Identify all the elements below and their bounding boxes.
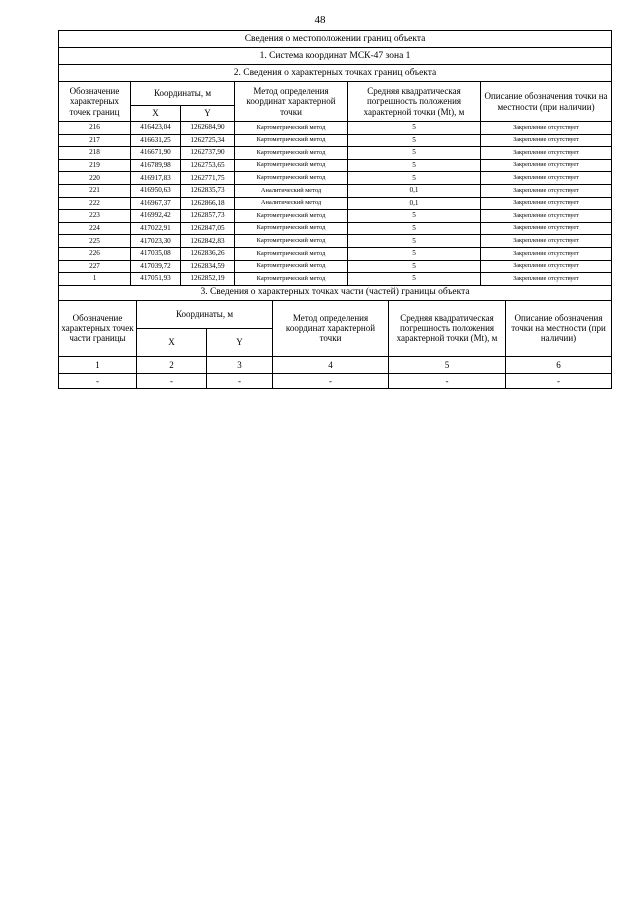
table-row bbox=[59, 273, 612, 286]
header3-coordinates: Координаты, м bbox=[137, 300, 273, 328]
description-cell: Закрепление отсутствует bbox=[481, 222, 612, 235]
description-cell: Закрепление отсутствует bbox=[481, 235, 612, 248]
y-coordinate: 1262857,73 bbox=[181, 210, 235, 223]
accuracy-cell: 5 bbox=[348, 260, 481, 273]
empty-cell: - bbox=[137, 373, 207, 388]
empty-cell: - bbox=[59, 373, 137, 388]
point-id: 221 bbox=[59, 184, 131, 197]
point-id: 225 bbox=[59, 235, 131, 248]
y-coordinate: 1262835,73 bbox=[181, 184, 235, 197]
column-number: 4 bbox=[273, 356, 389, 373]
accuracy-cell: 0,1 bbox=[348, 197, 481, 210]
accuracy-cell: 5 bbox=[348, 147, 481, 160]
accuracy-cell: 5 bbox=[348, 210, 481, 223]
method-cell: Картометрический метод bbox=[235, 122, 348, 135]
column-number: 6 bbox=[506, 356, 612, 373]
boundary-document bbox=[58, 30, 611, 389]
accuracy-cell: 5 bbox=[348, 172, 481, 185]
point-id: 217 bbox=[59, 134, 131, 147]
point-id: 223 bbox=[59, 210, 131, 223]
description-cell: Закрепление отсутствует bbox=[481, 134, 612, 147]
table-row bbox=[59, 122, 612, 135]
description-cell: Закрепление отсутствует bbox=[481, 247, 612, 260]
y-coordinate: 1262847,05 bbox=[181, 222, 235, 235]
accuracy-cell: 5 bbox=[348, 159, 481, 172]
x-coordinate: 416423,04 bbox=[131, 122, 181, 135]
accuracy-cell: 5 bbox=[348, 247, 481, 260]
column-number: 1 bbox=[59, 356, 137, 373]
y-coordinate: 1262852,19 bbox=[181, 273, 235, 286]
method-cell: Аналитический метод bbox=[235, 184, 348, 197]
table-row bbox=[59, 184, 612, 197]
table-row bbox=[59, 147, 612, 160]
point-id: 216 bbox=[59, 122, 131, 135]
table-row bbox=[59, 159, 612, 172]
x-coordinate: 416631,25 bbox=[131, 134, 181, 147]
description-cell: Закрепление отсутствует bbox=[481, 273, 612, 286]
document-title: Сведения о местоположении границ объекта bbox=[59, 31, 612, 48]
method-cell: Картометрический метод bbox=[235, 273, 348, 286]
table-row bbox=[59, 247, 612, 260]
x-coordinate: 417023,30 bbox=[131, 235, 181, 248]
accuracy-cell: 5 bbox=[348, 134, 481, 147]
header-accuracy: Средняя квадратическая погрешность положения характерной точки (Mt), м bbox=[348, 82, 481, 122]
y-coordinate: 1262836,26 bbox=[181, 247, 235, 260]
y-coordinate: 1262771,75 bbox=[181, 172, 235, 185]
header3-accuracy: Средняя квадратическая погрешность положения характерной точки (Mt), м bbox=[389, 300, 506, 356]
point-id: 226 bbox=[59, 247, 131, 260]
table-row bbox=[59, 210, 612, 223]
point-id: 222 bbox=[59, 197, 131, 210]
header-method: Метод определения координат характерной точки bbox=[235, 82, 348, 122]
x-coordinate: 417039,72 bbox=[131, 260, 181, 273]
empty-cell: - bbox=[389, 373, 506, 388]
column-number: 5 bbox=[389, 356, 506, 373]
header3-x: X bbox=[137, 328, 207, 356]
point-id: 224 bbox=[59, 222, 131, 235]
x-coordinate: 417035,08 bbox=[131, 247, 181, 260]
header3-method: Метод определения координат характерной точки bbox=[273, 300, 389, 356]
point-id: 1 bbox=[59, 273, 131, 286]
boundary-points-table bbox=[58, 30, 612, 286]
x-coordinate: 416967,37 bbox=[131, 197, 181, 210]
x-coordinate: 416789,98 bbox=[131, 159, 181, 172]
y-coordinate: 1262834,59 bbox=[181, 260, 235, 273]
description-cell: Закрепление отсутствует bbox=[481, 260, 612, 273]
empty-cell: - bbox=[207, 373, 273, 388]
description-cell: Закрепление отсутствует bbox=[481, 122, 612, 135]
method-cell: Аналитический метод bbox=[235, 197, 348, 210]
header3-y: Y bbox=[207, 328, 273, 356]
header3-designation: Обозначение характерных точек части границы bbox=[59, 300, 137, 356]
y-coordinate: 1262684,90 bbox=[181, 122, 235, 135]
method-cell: Картометрический метод bbox=[235, 147, 348, 160]
accuracy-cell: 0,1 bbox=[348, 184, 481, 197]
coordinate-system: 1. Система координат МСК-47 зона 1 bbox=[59, 48, 612, 65]
table-row bbox=[59, 222, 612, 235]
table-row bbox=[59, 134, 612, 147]
description-cell: Закрепление отсутствует bbox=[481, 159, 612, 172]
column-number: 3 bbox=[207, 356, 273, 373]
method-cell: Картометрический метод bbox=[235, 172, 348, 185]
point-id: 218 bbox=[59, 147, 131, 160]
accuracy-cell: 5 bbox=[348, 222, 481, 235]
method-cell: Картометрический метод bbox=[235, 260, 348, 273]
y-coordinate: 1262866,18 bbox=[181, 197, 235, 210]
description-cell: Закрепление отсутствует bbox=[481, 184, 612, 197]
method-cell: Картометрический метод bbox=[235, 159, 348, 172]
description-cell: Закрепление отсутствует bbox=[481, 210, 612, 223]
header-designation: Обозначение характерных точек границ bbox=[59, 82, 131, 122]
empty-cell: - bbox=[273, 373, 389, 388]
page-number: 48 bbox=[314, 14, 326, 26]
table-row bbox=[59, 172, 612, 185]
part-boundary-table bbox=[58, 286, 612, 389]
y-coordinate: 1262842,83 bbox=[181, 235, 235, 248]
x-coordinate: 416950,63 bbox=[131, 184, 181, 197]
x-coordinate: 416917,83 bbox=[131, 172, 181, 185]
method-cell: Картометрический метод bbox=[235, 222, 348, 235]
description-cell: Закрепление отсутствует bbox=[481, 172, 612, 185]
table-row bbox=[59, 235, 612, 248]
method-cell: Картометрический метод bbox=[235, 235, 348, 248]
empty-cell: - bbox=[506, 373, 612, 388]
method-cell: Картометрический метод bbox=[235, 247, 348, 260]
table-row bbox=[59, 260, 612, 273]
section2-title: 2. Сведения о характерных точках границ объекта bbox=[59, 65, 612, 82]
table-row bbox=[59, 197, 612, 210]
header-description: Описание обозначения точки на местности (при наличии) bbox=[481, 82, 612, 122]
x-coordinate: 416671,90 bbox=[131, 147, 181, 160]
header-y: Y bbox=[181, 106, 235, 122]
header-coordinates: Координаты, м bbox=[131, 82, 235, 106]
section3-title: 3. Сведения о характерных точках части (частей) границы объекта bbox=[59, 286, 612, 301]
y-coordinate: 1262753,65 bbox=[181, 159, 235, 172]
point-id: 227 bbox=[59, 260, 131, 273]
x-coordinate: 416992,42 bbox=[131, 210, 181, 223]
x-coordinate: 417022,91 bbox=[131, 222, 181, 235]
header3-description: Описание обозначения точки на местности (при наличии) bbox=[506, 300, 612, 356]
method-cell: Картометрический метод bbox=[235, 210, 348, 223]
accuracy-cell: 5 bbox=[348, 273, 481, 286]
accuracy-cell: 5 bbox=[348, 235, 481, 248]
point-id: 219 bbox=[59, 159, 131, 172]
header-x: X bbox=[131, 106, 181, 122]
description-cell: Закрепление отсутствует bbox=[481, 197, 612, 210]
point-id: 220 bbox=[59, 172, 131, 185]
points-body bbox=[59, 122, 612, 286]
y-coordinate: 1262737,90 bbox=[181, 147, 235, 160]
description-cell: Закрепление отсутствует bbox=[481, 147, 612, 160]
x-coordinate: 417051,93 bbox=[131, 273, 181, 286]
y-coordinate: 1262725,34 bbox=[181, 134, 235, 147]
column-number: 2 bbox=[137, 356, 207, 373]
method-cell: Картометрический метод bbox=[235, 134, 348, 147]
accuracy-cell: 5 bbox=[348, 122, 481, 135]
